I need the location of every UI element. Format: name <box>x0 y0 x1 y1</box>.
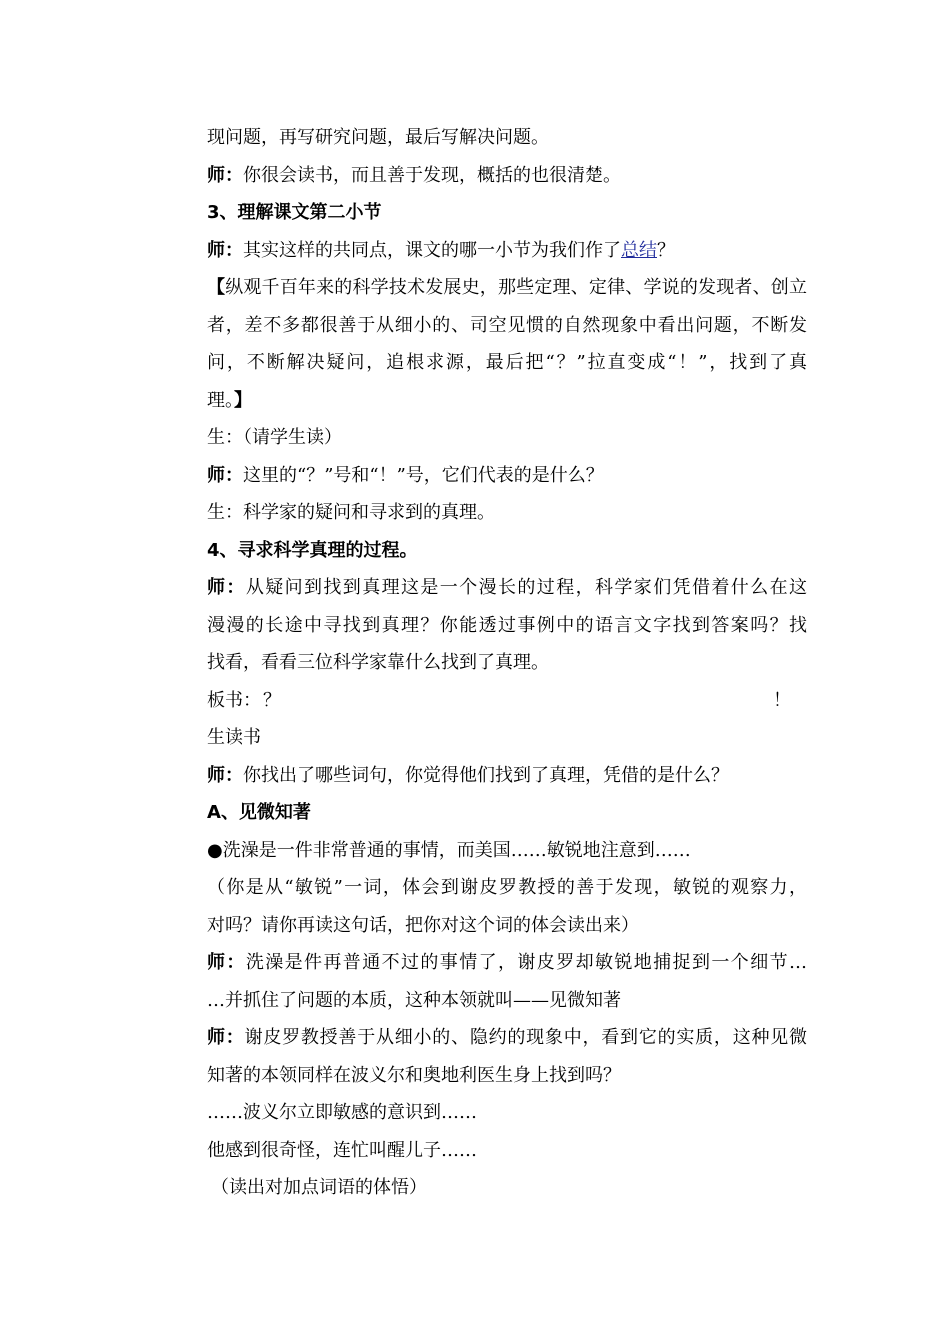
teacher-line <box>207 232 807 270</box>
section-number: 3 <box>207 202 220 223</box>
line-text: 其实这样的共同点，课文的哪一小节为我们作了 <box>243 239 621 261</box>
board-question-mark: ？ <box>263 689 281 711</box>
section-heading <box>207 194 807 232</box>
open-bracket: 【 <box>207 277 226 298</box>
speaker-label: 师： <box>207 239 243 261</box>
quote-line: 问，不断解决疑问，追根求源，最后把“？”拉直变成“！”，找到了真 <box>207 352 807 373</box>
teacher-line <box>207 944 807 982</box>
text-line: 他感到很奇怪，连忙叫醒儿子…… <box>207 1139 477 1161</box>
note-line: （读出对加点词语的体悟） <box>211 1177 427 1198</box>
section-heading <box>207 532 807 570</box>
line-text: 从疑问到找到真理这是一个漫长的过程，科学家们凭借着什么在这 <box>245 577 808 598</box>
note-line: （你是从“敏锐”一词，体会到谢皮罗教授的善于发现，敏锐的观察力， <box>207 877 807 898</box>
teacher-line <box>207 157 807 195</box>
board-label: 板书： <box>207 689 261 711</box>
text-line: …并抓住了问题的本质，这种本领就叫——见微知著 <box>207 989 621 1011</box>
line-text: ？ <box>657 239 675 261</box>
line-text: 你很会读书，而且善于发现，概括的也很清楚。 <box>243 164 621 186</box>
section-title: 、寻求科学真理的过程。 <box>219 539 418 561</box>
speaker-label: 师： <box>207 764 243 786</box>
teacher-line <box>207 569 807 607</box>
speaker-label: 师： <box>207 464 243 486</box>
text-line: 现问题，再写研究问题，最后写解决问题。 <box>207 127 549 148</box>
note-line: 对吗？请你再读这句话，把你对这个词的体会读出来） <box>207 914 639 936</box>
speaker-label: 师： <box>207 164 243 186</box>
teacher-line <box>207 457 807 495</box>
text-line: 生读书 <box>207 727 261 748</box>
student-line: 生：（请学生读） <box>207 427 342 448</box>
bullet-line: ●洗澡是一件非常普通的事情，而美国……敏锐地注意到…… <box>207 839 691 861</box>
section-title: 、理解课文第二小节 <box>219 202 382 223</box>
teacher-line <box>207 1019 807 1057</box>
quote-line <box>207 382 807 420</box>
quote-text: 理。 <box>207 389 234 411</box>
speaker-label: 师： <box>207 952 246 973</box>
text-line: ……波义尔立即敏感的意识到…… <box>207 1102 477 1123</box>
document-body <box>207 119 807 1207</box>
summary-link[interactable]: 总结 <box>621 239 657 261</box>
section-number: 4 <box>207 539 220 561</box>
line-text: 这里的“？”号和“！”号，它们代表的是什么？ <box>243 464 604 486</box>
line-text: 洗澡是件再普通不过的事情了，谢皮罗却敏锐地捕捉到一个细节… <box>245 952 808 973</box>
teacher-line <box>207 757 807 795</box>
close-bracket: 】 <box>234 389 252 411</box>
speaker-label: 师： <box>207 577 246 598</box>
speaker-label: 师： <box>207 1027 245 1048</box>
quote-line: 者，差不多都很善于从细小的、司空见惯的自然现象中看出问题，不断发 <box>207 314 807 336</box>
section-title: 、见微知著 <box>220 802 311 823</box>
quote-line <box>207 269 807 307</box>
text-line: 知著的本领同样在波义尔和奥地利医生身上找到吗？ <box>207 1064 621 1086</box>
line-text: 谢皮罗教授善于从细小的、隐约的现象中，看到它的实质，这种见微 <box>244 1027 808 1048</box>
section-heading <box>207 794 807 832</box>
quote-text: 纵观千百年来的科学技术发展史，那些定理、定律、学说的发现者、创立 <box>225 277 807 298</box>
text-line: 找看，看看三位科学家靠什么找到了真理。 <box>207 652 549 673</box>
student-line: 生：科学家的疑问和寻求到的真理。 <box>207 502 495 523</box>
board-line <box>207 682 807 720</box>
text-line: 漫漫的长途中寻找到真理？你能透过事例中的语言文字找到答案吗？找 <box>207 614 807 636</box>
section-letter: A <box>207 802 221 823</box>
line-text: 你找出了哪些词句，你觉得他们找到了真理，凭借的是什么？ <box>243 764 729 786</box>
board-exclamation-mark: ！ <box>773 689 791 711</box>
